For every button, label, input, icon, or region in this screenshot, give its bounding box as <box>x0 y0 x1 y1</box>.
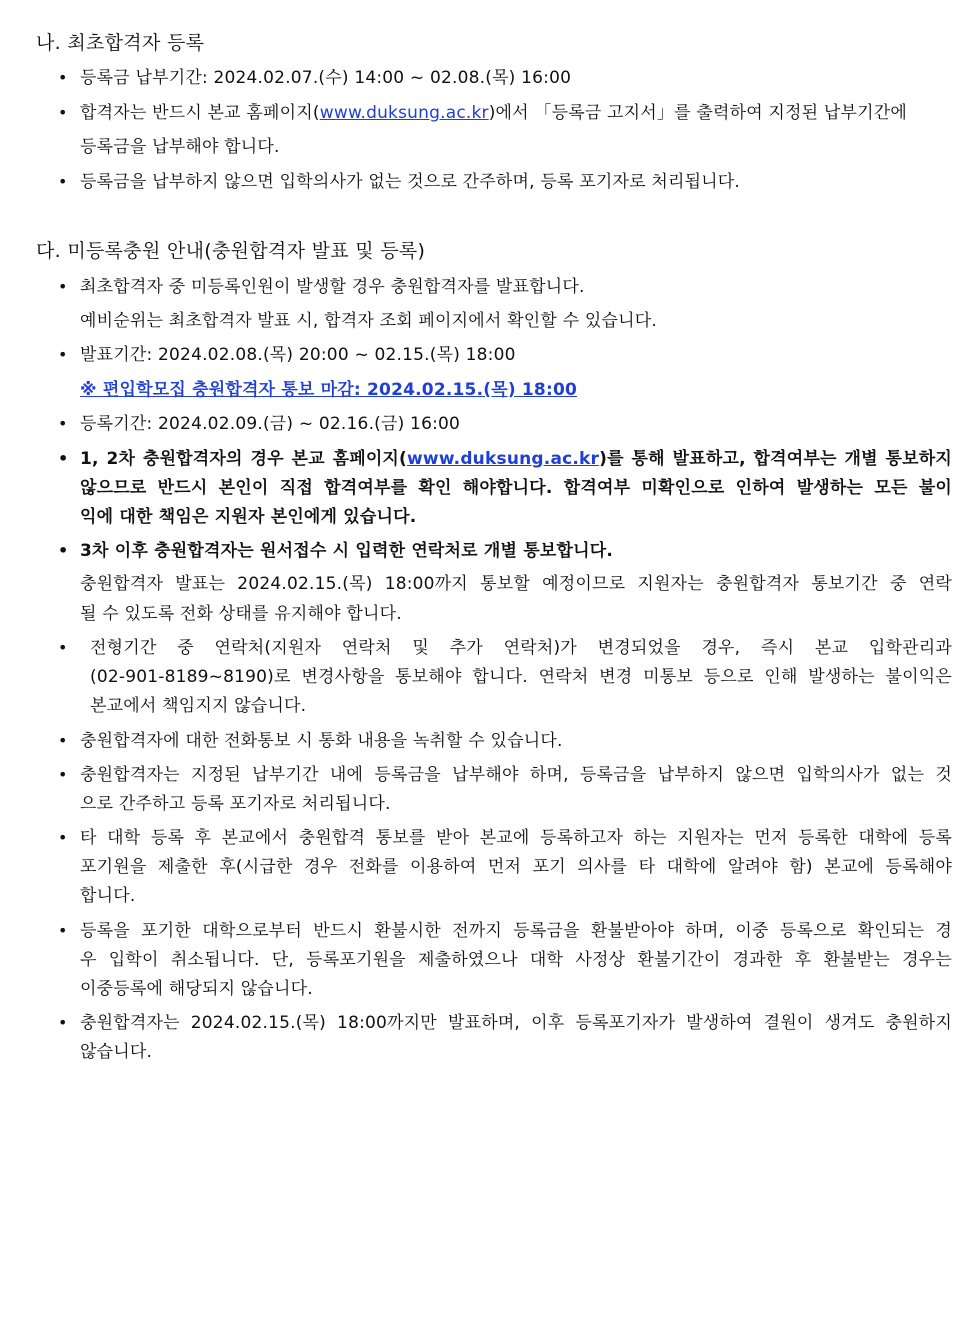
section-heading-registration: 나. 최초합격자 등록 <box>36 32 205 54</box>
registration-period: 등록기간: 2024.02.09.(금) ~ 02.16.(금) 16:00 <box>80 414 461 434</box>
item11-line1: 충원합격자는 2024.02.15.(목) 18:00까지만 발표하며, 이후 등록포기자가 발생하여 결원이 생겨도 충원하지 <box>80 1013 952 1033</box>
bullet-icon: • <box>58 103 68 122</box>
bullet-icon: • <box>58 345 68 364</box>
item6-line2: (02-901-8189~8190)로 변경사항을 통보해야 합니다. 연락처 변경 미통보 등으로 인해 발생하는 불이익은 <box>90 667 952 687</box>
tuition-notice-line: 합격자는 반드시 본교 홈페이지(www.duksung.ac.kr)에서 「등록금 고지서」를 출력하여 지정된 납부기간에 <box>80 103 908 123</box>
bullet-icon: • <box>58 277 68 296</box>
bullet-icon: • <box>58 765 68 784</box>
item10-line3: 이중등록에 해당되지 않습니다. <box>80 979 313 999</box>
item4-line1: 1, 2차 충원합격자의 경우 본교 홈페이지(www.duksung.ac.kr)를 통해 발표하고, 합격여부는 개별 통보하지 <box>80 449 952 469</box>
non-payment-notice: 등록금을 납부하지 않으면 입학의사가 없는 것으로 간주하며, 등록 포기자로 처리됩니다. <box>80 172 741 192</box>
item6-line1: 전형기간 중 연락처(지원자 연락처 및 추가 연락처)가 변경되었을 경우, 즉시 본교 입학관리과 <box>90 638 952 658</box>
item10-line1: 등록을 포기한 대학으로부터 반드시 환불시한 전까지 등록금을 환불받아야 하며, 이중 등록으로 확인되는 경 <box>80 921 952 941</box>
bullet-icon: • <box>58 414 68 433</box>
item5-line1: 3차 이후 충원합격자는 원서접수 시 입력한 연락처로 개별 통보합니다. <box>80 541 614 561</box>
transfer-deadline-notice: ※ 편입학모집 충원합격자 통보 마감: 2024.02.15.(목) 18:00 <box>80 380 578 400</box>
bullet-icon: • <box>58 638 68 657</box>
bullet-icon: • <box>58 921 68 940</box>
bullet-icon: • <box>58 68 68 87</box>
bullet-icon: • <box>58 541 69 560</box>
item5-line2: 충원합격자 발표는 2024.02.15.(목) 18:00까지 통보할 예정이므로 지원자는 충원합격자 통보기간 중 연락 <box>80 574 952 594</box>
homepage-link[interactable]: www.duksung.ac.kr <box>319 103 489 123</box>
bullet-icon: • <box>58 731 68 750</box>
item5-line3: 될 수 있도록 전화 상태를 유지해야 합니다. <box>80 604 402 624</box>
homepage-link-2[interactable]: www.duksung.ac.kr <box>407 449 600 469</box>
payment-period: 등록금 납부기간: 2024.02.07.(수) 14:00 ~ 02.08.(목) 16:00 <box>80 68 572 88</box>
item1-line1: 최초합격자 중 미등록인원이 발생할 경우 충원합격자를 발표합니다. <box>80 277 585 297</box>
bullet-icon: • <box>58 1013 68 1032</box>
bullet-icon: • <box>58 449 69 468</box>
item4-line3: 익에 대한 책임은 지원자 본인에게 있습니다. <box>80 507 417 527</box>
item9-line1: 타 대학 등록 후 본교에서 충원합격 통보를 받아 본교에 등록하고자 하는 지원자는 먼저 등록한 대학에 등록 <box>80 828 952 848</box>
bullet-icon: • <box>58 828 68 847</box>
bullet-icon: • <box>58 172 68 191</box>
item8-line2: 으로 간주하고 등록 포기자로 처리됩니다. <box>80 794 391 814</box>
tuition-notice-line-2: 등록금을 납부해야 합니다. <box>80 137 280 157</box>
item1-line2: 예비순위는 최초합격자 발표 시, 합격자 조회 페이지에서 확인할 수 있습니다. <box>80 311 657 331</box>
item8-line1: 충원합격자는 지정된 납부기간 내에 등록금을 납부해야 하며, 등록금을 납부하지 않으면 입학의사가 없는 것 <box>80 765 952 785</box>
item7: 충원합격자에 대한 전화통보 시 통화 내용을 녹취할 수 있습니다. <box>80 731 563 751</box>
item10-line2: 우 입학이 취소됩니다. 단, 등록포기원을 제출하였으나 대학 사정상 환불기간이 경과한 후 환불받는 경우는 <box>80 950 952 970</box>
item6-line3: 본교에서 책임지지 않습니다. <box>90 696 307 716</box>
announcement-period: 발표기간: 2024.02.08.(목) 20:00 ~ 02.15.(목) 18:00 <box>80 345 516 365</box>
item9-line2: 포기원을 제출한 후(시급한 경우 전화를 이용하여 먼저 포기 의사를 타 대학에 알려야 함) 본교에 등록해야 <box>80 857 952 877</box>
item9-line3: 합니다. <box>80 886 136 906</box>
item11-line2: 않습니다. <box>80 1042 153 1062</box>
item4-line2: 않으므로 반드시 본인이 직접 합격여부를 확인 해야합니다. 합격여부 미확인으로 인하여 발생하는 모든 불이 <box>80 478 952 498</box>
section-heading-additional: 다. 미등록충원 안내(충원합격자 발표 및 등록) <box>36 240 426 262</box>
